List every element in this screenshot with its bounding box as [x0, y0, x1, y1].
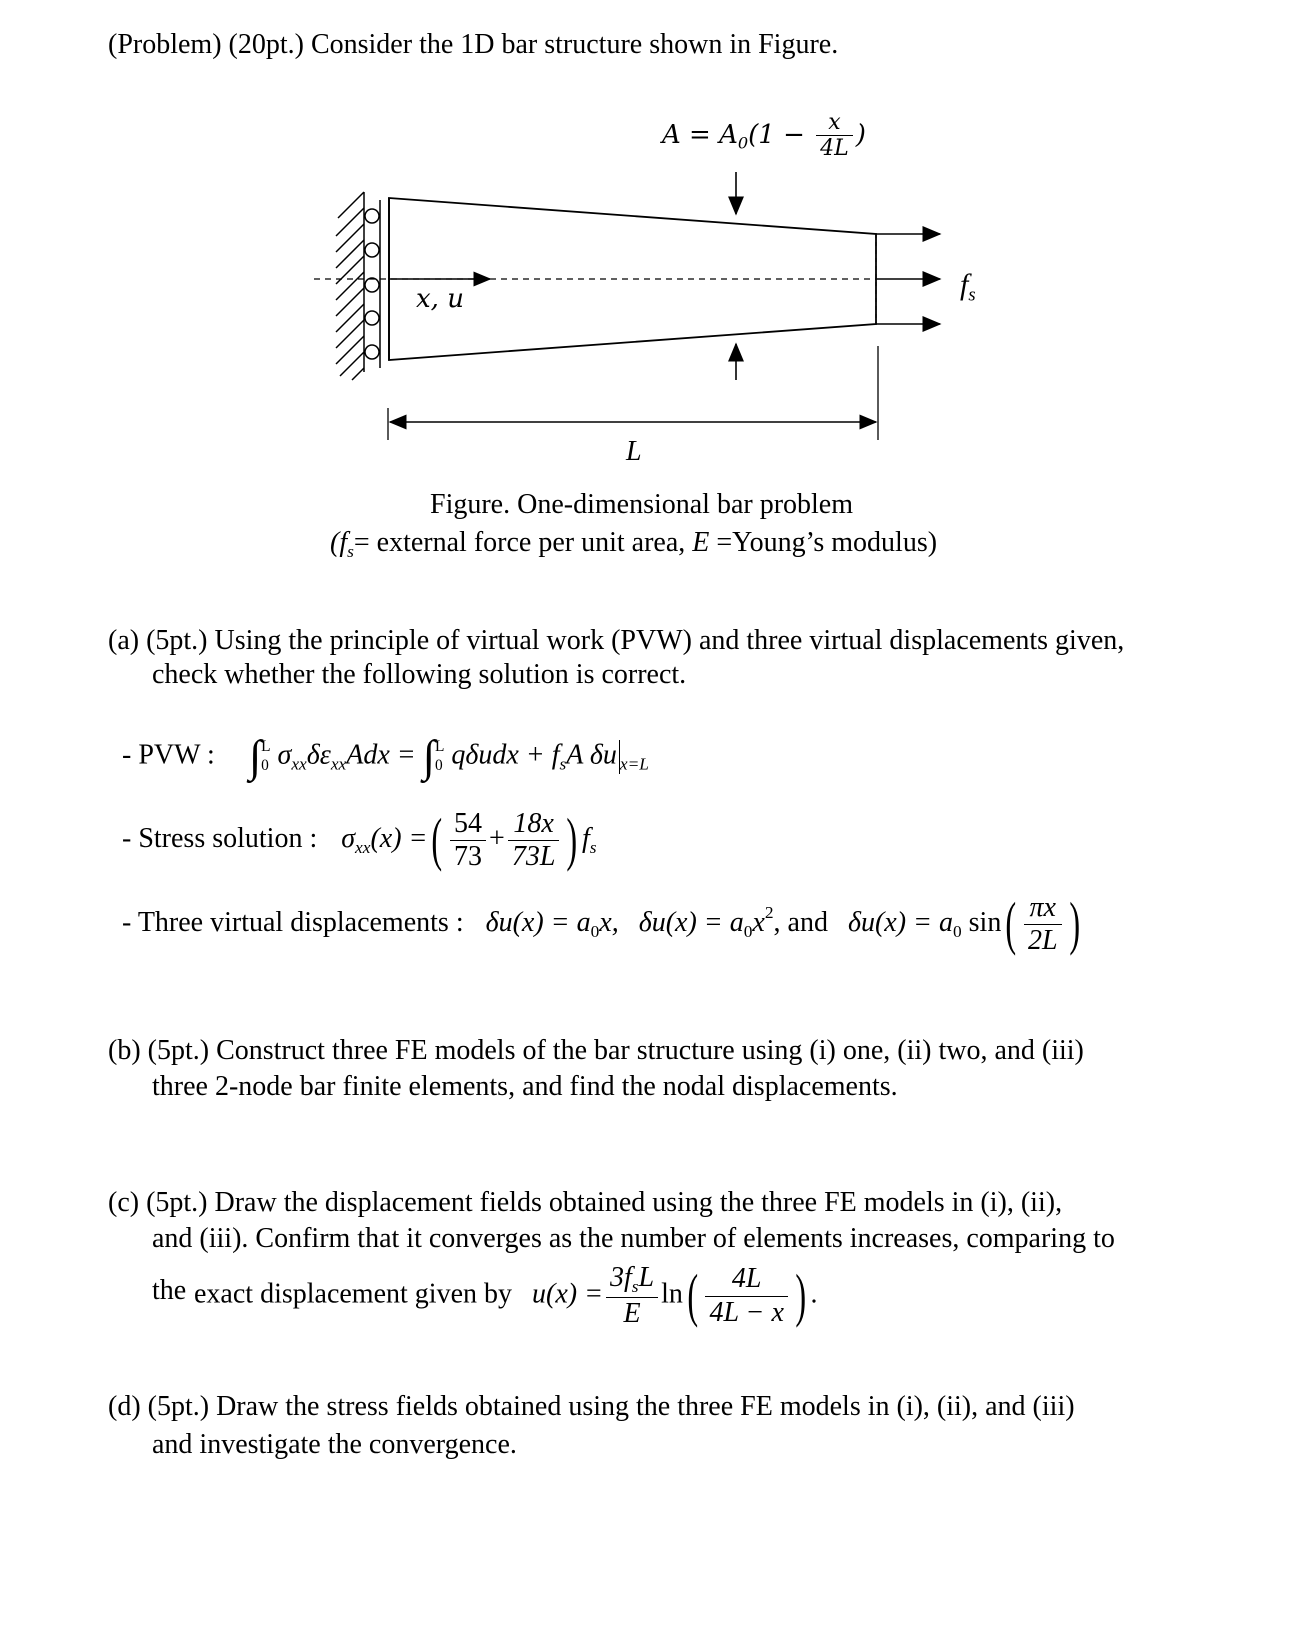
pvw-equation: - PVW : ∫ L 0 $\sigma_{xx}\delta\varepsilon_{xx}Adx$ = ∫ L 0 $q\delta udx + f_sA$ δu $_{x=L}$: [122, 731, 649, 781]
part-c-the: the: [152, 1275, 187, 1306]
exact-displacement: exact displacement given by u(x) = $\frac{3f_sL}{E}$ ln( $\frac{4L}{4L - x}$ ) .: [194, 1262, 818, 1330]
area-formula: $A = A_0(1$ − $\frac{x}{4L}$ ): [662, 110, 866, 162]
stress-solution: - Stress solution : $\sigma_{xx}(x)$ =( $\frac{54}{73}$ + $\frac{18x}{73L}$ ) $f_s$: [122, 807, 597, 873]
roller-supports: [365, 200, 380, 368]
part-d-line2: and investigate the convergence.: [152, 1429, 517, 1460]
part-c-line2: and (iii). Confirm that it converges as the number of elements increases, comparing to: [152, 1223, 1115, 1254]
part-d-line1: (d) (5pt.) Draw the stress fields obtained using the three FE models in (i), (ii), and (iii): [108, 1391, 1075, 1422]
bar-figure: [300, 100, 1020, 480]
part-a-line2: check whether the following solution is correct.: [152, 659, 687, 690]
axis-label: x, u: [416, 284, 464, 314]
figure-caption-line1: Figure. One-dimensional bar problem: [430, 489, 854, 520]
part-b-line2: three 2-node bar finite elements, and find the nodal displacements.: [152, 1071, 898, 1102]
fixed-wall: [336, 192, 364, 380]
part-b-line1: (b) (5pt.) Construct three FE models of the bar structure using (i) one, (ii) two, and (iii): [108, 1035, 1084, 1066]
problem-title: (Problem) (20pt.) Consider the 1D bar structure shown in Figure.: [108, 29, 839, 60]
part-a-line1: (a) (5pt.) Using the principle of virtual work (PVW) and three virtual displacements given,: [108, 625, 1125, 656]
force-label: $f_s$: [960, 268, 976, 306]
part-c-line1: (c) (5pt.) Draw the displacement fields obtained using the three FE models in (i), (ii),: [108, 1187, 1063, 1218]
length-label: L: [626, 436, 642, 467]
figure-caption-line2: ($f_s=$ external force per unit area, E =Young’s modulus): [330, 527, 938, 562]
virtual-displacements: - Three virtual displacements : $\delta u(x) = a_0x$, $\delta u(x) = a_0x^2$, and $\delta u(x) = a_0$ sin( $\frac{\pi x}{2L}$ ): [122, 891, 1080, 957]
